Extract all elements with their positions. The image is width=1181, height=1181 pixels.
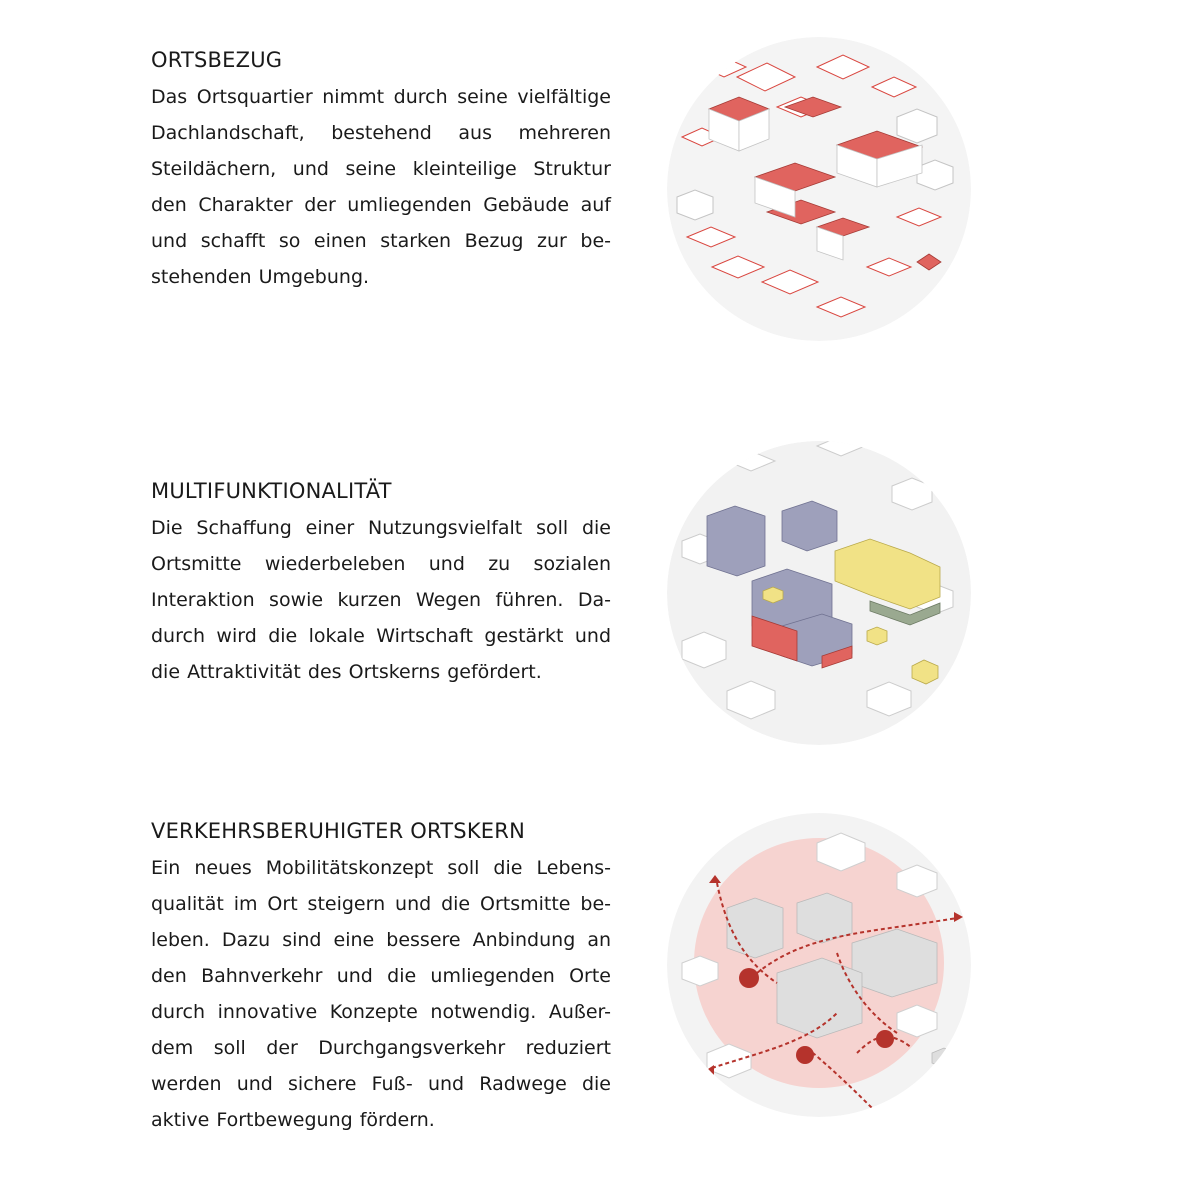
section-title: MULTIFUNKTIONALITÄT (151, 479, 392, 503)
section-verkehrsberuhigter-ortskern (151, 818, 611, 1138)
section-text: Das Ortsquartier nimmt durch seine vielfältige Dachlandschaft, bestehend aus mehreren Steildächern, und seine kleinteilige Struktur den Charakter der umliegenden Gebäude auf und schafft so einen starken Bezug zur be-stehenden Umgebung. (151, 86, 611, 288)
mobility-paths-icon (667, 813, 971, 1117)
section-title: ORTSBEZUG (151, 48, 283, 72)
mixed-use-blocks-icon (667, 441, 971, 745)
section-text: Ein neues Mobilitätskonzept soll die Lebens-qualität im Ort steigern und die Ortsmitte be-leben. Dazu sind eine bessere Anbindung an den Bahnverkehr und die umliegenden Orte durch innovative Konzepte notwendig. Außer-dem soll der Durchgangsverkehr reduziert werden und sichere Fuß- und Radwege die aktive Fortbewegung fördern. (151, 857, 611, 1131)
section-title: VERKEHRSBERUHIGTER ORTSKERN (151, 819, 525, 843)
section-text: Die Schaffung einer Nutzungsvielfalt soll die Ortsmitte wiederbeleben und zu sozialen Interaktion sowie kurzen Wegen führen. Da-durch wird die lokale Wirtschaft gestärkt und die Attraktivität des Ortskerns gefördert. (151, 517, 611, 683)
pitched-roofs-icon (667, 37, 971, 341)
section-ortsbezug (151, 47, 611, 295)
section-multifunktionalitaet (151, 478, 611, 690)
